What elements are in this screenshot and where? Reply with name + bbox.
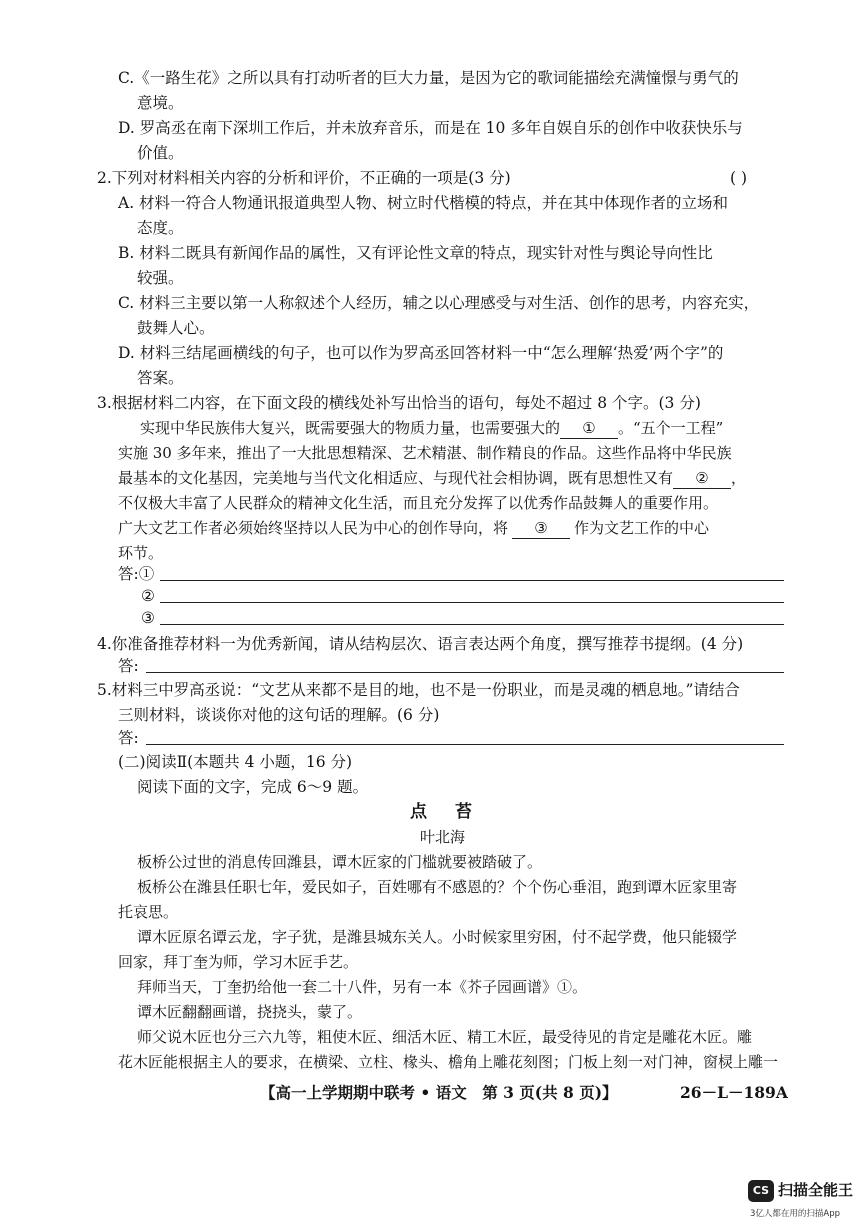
watermark-app-name: 扫描全能王 xyxy=(778,1181,854,1199)
q2-option-b-line1: B. 材料二既具有新闻作品的属性，又有评论性文章的特点，现实针对性与舆论导向性比 xyxy=(118,244,713,262)
q1-option-c-line1: C.《一路生花》之所以具有打动听者的巨大力量，是因为它的歌词能描绘充满憧憬与勇气的 xyxy=(118,69,739,87)
story-para-6-line1: 师父说木匠也分三六九等，粗使木匠、细活木匠、精工木匠，最受待见的肯定是雕花木匠。雕 xyxy=(137,1028,753,1046)
q3-passage-line4: 不仅极大丰富了人民群众的精神文化生活，而且充分发挥了以优秀作品鼓舞人的重要作用。 xyxy=(118,494,719,512)
story-para-6-line2: 花木匠能根据主人的要求，在横梁、立柱、椽头、檐角上雕花刻图；门板上刻一对门神，窗棂上雕一 xyxy=(118,1053,779,1071)
q2-option-b-line2: 较强。 xyxy=(137,269,184,287)
q3-answer-line-1[interactable] xyxy=(160,580,784,581)
q3-passage-line3 xyxy=(118,468,746,489)
q3-answer-label: 答:① xyxy=(118,565,155,583)
story-para-1: 板桥公过世的消息传回潍县，谭木匠家的门槛就要被踏破了。 xyxy=(137,853,543,871)
q3-passage-line3-text: 最基本的文化基因，完美地与当代文化相适应、与现代社会相协调，既有思想性又有 xyxy=(118,469,674,487)
camscanner-logo-icon: CS xyxy=(748,1180,774,1202)
q4-stem: 4.你准备推荐材料一为优秀新闻，请从结构层次、语言表达两个角度，撰写推荐书提纲。(4 分) xyxy=(97,635,744,653)
watermark-slogan: 3亿人都在用的扫描App xyxy=(750,1209,841,1219)
q5-stem-line2: 三则材料，谈谈你对他的这句话的理解。(6 分) xyxy=(118,706,440,724)
q2-option-a-line1: A. 材料一符合人物通讯报道典型人物、树立时代楷模的特点，并在其中体现作者的立场和 xyxy=(118,194,729,212)
q2-option-d-line1: D. 材料三结尾画横线的句子，也可以作为罗高丞回答材料一中“怎么理解‘热爱’两个字”的 xyxy=(118,344,724,362)
story-para-4: 拜师当天，丁奎扔给他一套二十八件，另有一本《芥子园画谱》①。 xyxy=(137,978,588,996)
q3-passage-line6: 环节。 xyxy=(118,544,164,562)
q2-option-d-line2: 答案。 xyxy=(137,369,184,387)
q5-stem-line1: 5.材料三中罗高丞说：“文艺从来都不是目的地，也不是一份职业，而是灵魂的栖息地。”请结合 xyxy=(97,681,740,699)
story-para-2-line1: 板桥公在潍县任职七年，爱民如子，百姓哪有不感恩的？个个伤心垂泪，跑到谭木匠家里寄 xyxy=(137,878,738,896)
story-para-3-line1: 谭木匠原名谭云龙，字子犹，是潍县城东关人。小时候家里穷困，付不起学费，他只能辍学 xyxy=(137,928,738,946)
q3-stem: 3.根据材料二内容，在下面文段的横线处补写出恰当的语句，每处不超过 8 个字。(3 分) xyxy=(97,394,701,412)
q4-answer-label: 答: xyxy=(118,657,139,675)
q1-option-c-line2: 意境。 xyxy=(137,94,184,112)
footer-exam-info: 【高一上学期期中联考 • 语文 第 3 页(共 8 页)】 xyxy=(260,1083,618,1102)
q3-passage-line1-end: 。“五个一工程” xyxy=(618,419,724,437)
q3-passage-line5-text: 广大文艺工作者必须始终坚持以人民为中心的创作导向，将 xyxy=(118,519,509,537)
q2-option-a-line2: 态度。 xyxy=(137,219,184,237)
q5-answer-label: 答: xyxy=(118,729,139,747)
q3-passage-line1-text: 实现中华民族伟大复兴，既需要强大的物质力量，也需要强大的 xyxy=(140,419,561,437)
q3-blank-3[interactable]: ③ xyxy=(512,518,570,539)
q3-passage-line5-end: 作为文艺工作的中心 xyxy=(574,519,710,537)
q3-answer-line-3[interactable] xyxy=(160,624,784,625)
q3-passage-line3-end: ， xyxy=(731,469,747,487)
q3-passage-line5 xyxy=(118,518,709,539)
story-para-5: 谭木匠翻翻画谱，挠挠头，蒙了。 xyxy=(137,1003,363,1021)
section2-heading: (二)阅读Ⅱ(本题共 4 小题，16 分) xyxy=(118,753,353,771)
q3-answer-2-label: ② xyxy=(141,587,155,605)
q5-answer-line[interactable] xyxy=(146,744,784,745)
story-author: 叶北海 xyxy=(420,828,466,846)
q2-stem: 2.下列对材料相关内容的分析和评价，不正确的一项是(3 分) xyxy=(97,169,511,187)
footer-paper-code: 26－L－189A xyxy=(680,1083,788,1102)
story-para-2-line2: 托哀思。 xyxy=(118,903,179,921)
q3-passage-line1 xyxy=(140,418,723,439)
q3-answer-line-2[interactable] xyxy=(160,602,784,603)
q2-option-c-line2: 鼓舞人心。 xyxy=(137,319,215,337)
q4-answer-line[interactable] xyxy=(146,672,784,673)
section2-instruction: 阅读下面的文字，完成 6～9 题。 xyxy=(137,778,369,796)
story-para-3-line2: 回家，拜丁奎为师，学习木匠手艺。 xyxy=(118,953,359,971)
q3-blank-1[interactable]: ① xyxy=(560,418,618,439)
q2-option-c-line1: C. 材料三主要以第一人称叙述个人经历，辅之以心理感受与对生活、创作的思考，内容充实， xyxy=(118,294,760,312)
scanner-watermark xyxy=(748,1178,860,1222)
q1-option-d-line1: D. 罗高丞在南下深圳工作后，并未放弃音乐，而是在 10 多年自娱自乐的创作中收获快乐与 xyxy=(118,119,743,137)
q3-passage-line2: 实施 30 多年来，推出了一大批思想精深、艺术精湛、制作精良的作品。这些作品将中华民族 xyxy=(118,444,732,462)
q1-option-d-line2: 价值。 xyxy=(137,144,184,162)
q3-blank-2[interactable]: ② xyxy=(673,468,731,489)
story-title: 点苔 xyxy=(410,802,500,822)
q3-answer-3-label: ③ xyxy=(141,609,155,627)
q2-answer-paren[interactable]: ( ) xyxy=(730,169,748,187)
